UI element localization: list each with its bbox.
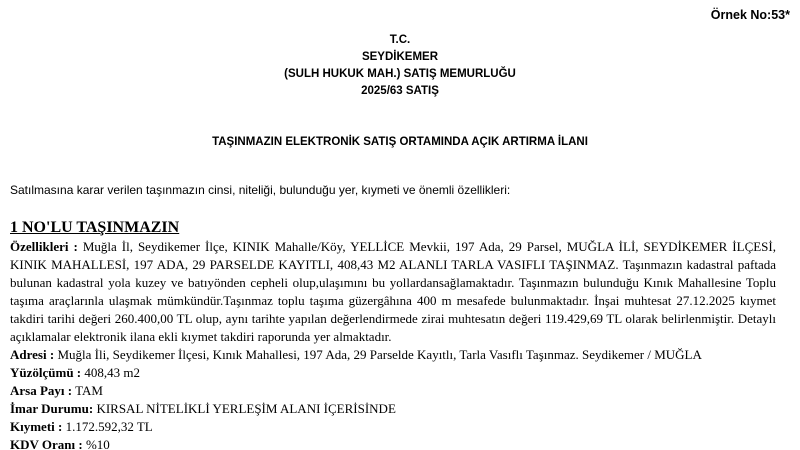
area-value: 408,43 m2	[84, 365, 141, 380]
announcement-title: TAŞINMAZIN ELEKTRONİK SATIŞ ORTAMINDA AÇIK ARTIRMA İLANI	[212, 136, 588, 148]
address-label: Adresi :	[10, 347, 55, 362]
land-share-label: Arsa Payı :	[10, 383, 73, 398]
header-line-tc: T.C.	[389, 34, 411, 46]
property-value	[10, 418, 776, 436]
header-line-file-number: 2025/63 SATIŞ	[361, 85, 439, 97]
zoning-value: KIRSAL NİTELİKLİ YERLEŞİM ALANI İÇERİSİNDE	[96, 401, 396, 416]
property-area	[10, 364, 776, 382]
property-title: 1 NO'LU TAŞINMAZIN	[10, 219, 180, 236]
sample-number: Örnek No:53*	[710, 8, 790, 22]
property-vat-rate	[10, 436, 776, 450]
intro-text: Satılmasına karar verilen taşınmazın cinsi, niteliği, bulunduğu yer, kıymeti ve önemli özellikleri:	[10, 183, 511, 197]
property-zoning	[10, 400, 776, 418]
header-line-city: SEYDİKEMER	[361, 51, 439, 63]
area-label: Yüzölçümü :	[10, 365, 82, 380]
property-section	[10, 218, 776, 450]
property-address	[10, 346, 776, 364]
vat-label: KDV Oranı :	[10, 437, 83, 450]
document-header	[0, 32, 800, 100]
zoning-label: İmar Durumu:	[10, 401, 94, 416]
property-land-share	[10, 382, 776, 400]
address-value: Muğla İli, Seydikemer İlçesi, Kınık Mahallesi, 197 Ada, 29 Parselde Kayıtlı, Tarla Vasıflı Taşınmaz. Seydikemer / MUĞLA	[57, 347, 702, 362]
header-line-office: (SULH HUKUK MAH.) SATIŞ MEMURLUĞU	[284, 68, 516, 80]
property-features	[10, 238, 776, 346]
value-amount: 1.172.592,32 TL	[65, 419, 153, 434]
features-value: Muğla İl, Seydikemer İlçe, KINIK Mahalle/Köy, YELLİCE Mevkii, 197 Ada, 29 Parsel, MUĞLA İLİ, SEYDİKEMER İLÇESİ, KINIK MAHALLESİ, 197 ADA, 29 PARSELDE KAYITLI, 408,43 M2 ALANLI TARLA VASIFLI TAŞINMAZ. Taşınmazın kadastral paftada bulunan kadastral yola kuzey ve batıyönden cepheli olup,ulaşımını bu yollardansağlamaktadır. Taşınmazın bulunduğu Kınık Mahallesine Toplu taşıma araçlarınla ulaşmak mümkündür.Taşınmaz toplu taşıma güzergâhına 400 m mesafede bulunmaktadır. İnşai muhtesat 27.12.2025 kıymet takdiri tarihi değeri 260.400,00 TL olup, aynı tarihte yapılan değerlendirmede zirai muhtesatın değeri 119.429,69 TL olarak belirlenmiştir. Detaylı açıklamalar elektronik ilana ekli kıymet takdiri raporunda yer almaktadır.	[10, 239, 776, 344]
vat-value: %10	[85, 437, 110, 450]
features-label: Özellikleri :	[10, 239, 78, 254]
value-label: Kıymeti :	[10, 419, 63, 434]
land-share-value: TAM	[75, 383, 103, 398]
